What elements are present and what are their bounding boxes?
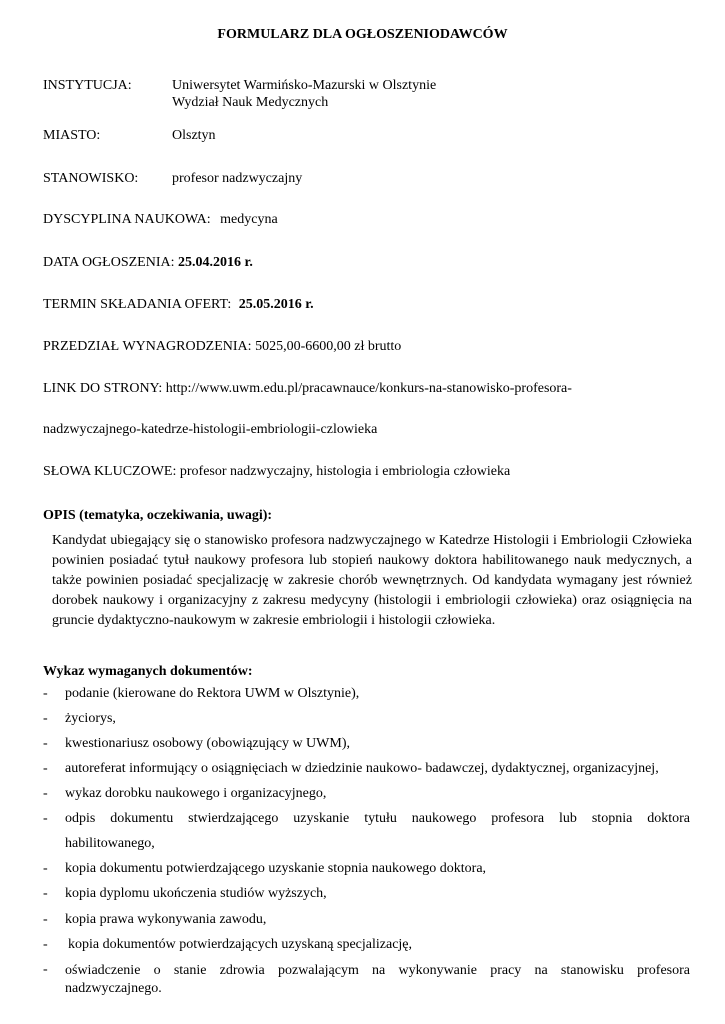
list-item-continuation: habilitowanego, <box>65 836 155 851</box>
link-url-part1[interactable]: http://www.uwm.edu.pl/pracawnauce/konkurs-na-stanowisko-profesora- <box>165 381 572 396</box>
list-bullet: - <box>43 937 48 952</box>
form-title: FORMULARZ DLA OGŁOSZENIODAWCÓW <box>217 27 508 42</box>
list-item: oświadczenie o stanie zdrowia pozwalającym na wykonywanie pracy na stanowisku profesora nadzwyczajnego. <box>65 963 690 996</box>
discipline-label: DYSCYPLINA NAUKOWA: <box>43 212 211 227</box>
keywords-row <box>43 463 510 480</box>
salary-label: PRZEDZIAŁ WYNAGRODZENIA: <box>43 339 252 354</box>
list-item: podanie (kierowane do Rektora UWM w Olsztynie), <box>65 686 360 701</box>
description-heading: OPIS (tematyka, oczekiwania, uwagi): <box>43 508 273 523</box>
list-bullet: - <box>43 711 48 726</box>
deadline-label: TERMIN SKŁADANIA OFERT: <box>43 297 232 312</box>
institution-faculty: Wydział Nauk Medycznych <box>172 95 329 110</box>
list-item: kopia dyplomu ukończenia studiów wyższych, <box>65 886 327 901</box>
list-item: kopia prawa wykonywania zawodu, <box>65 912 267 927</box>
link-label: LINK DO STRONY: <box>43 381 163 396</box>
list-bullet: - <box>43 811 48 826</box>
discipline-row <box>43 211 278 228</box>
position-value: profesor nadzwyczajny <box>172 171 303 186</box>
announcement-date-value: 25.04.2016 r. <box>177 255 253 270</box>
list-bullet: - <box>43 962 48 977</box>
link-row <box>43 380 572 397</box>
city-label: MIASTO: <box>43 128 101 143</box>
list-item: życiorys, <box>65 711 116 726</box>
discipline-value: medycyna <box>220 212 278 227</box>
announcement-date-label: DATA OGŁOSZENIA: <box>43 255 175 270</box>
list-bullet: - <box>43 861 48 876</box>
list-item: kwestionariusz osobowy (obowiązujący w UWM), <box>65 736 350 751</box>
keywords-value: profesor nadzwyczajny, histologia i embriologia człowieka <box>179 464 511 479</box>
announcement-date-row <box>43 254 253 271</box>
list-bullet: - <box>43 886 48 901</box>
deadline-row <box>43 296 314 313</box>
link-url-part2[interactable]: nadzwyczajnego-katedrze-histologii-embriologii-czlowieka <box>43 422 378 437</box>
description-text: Kandydat ubiegający się o stanowisko profesora nadzwyczajnego w Katedrze Histologii i Embriologii Człowieka powinien posiadać tytuł naukowy profesora lub stopień naukowy doktora habilitowanego nauk medycznych, a także powinien posiadać specjalizację w zakresie chorób wewnętrznych. Od kandydata wymagany jest również dorobek naukowy i organizacyjny z zakresu medycyny (histologii i embriologii człowieka) oraz osiągnięcia na gruncie dydaktyczno-naukowym w zakresie embriologii i histologii człowieka. <box>52 533 692 628</box>
list-bullet: - <box>43 786 48 801</box>
list-bullet: - <box>43 761 48 776</box>
list-bullet: - <box>43 912 48 927</box>
city-value: Olsztyn <box>172 128 216 143</box>
list-bullet: - <box>43 686 48 701</box>
list-item: wykaz dorobku naukowego i organizacyjnego, <box>65 786 327 801</box>
list-bullet: - <box>43 736 48 751</box>
list-item: kopia dokumentu potwierdzającego uzyskanie stopnia naukowego doktora, <box>65 861 487 876</box>
list-item: autoreferat informujący o osiągnięciach w dziedzinie naukowo- badawczej, dydaktycznej, organizacyjnej, <box>65 761 659 776</box>
salary-value: 5025,00-6600,00 zł brutto <box>255 339 402 354</box>
position-label: STANOWISKO: <box>43 171 139 186</box>
documents-heading: Wykaz wymaganych dokumentów: <box>43 664 253 679</box>
salary-row <box>43 338 401 355</box>
institution-label: INSTYTUCJA: <box>43 78 132 93</box>
deadline-value: 25.05.2016 r. <box>238 297 314 312</box>
list-item: kopia dokumentów potwierdzających uzyskaną specjalizację, <box>68 937 413 952</box>
keywords-label: SŁOWA KLUCZOWE: <box>43 464 177 479</box>
list-item: odpis dokumentu stwierdzającego uzyskanie tytułu naukowego profesora lub stopnia doktora <box>65 811 690 826</box>
institution-name: Uniwersytet Warmińsko-Mazurski w Olsztynie <box>172 78 437 93</box>
